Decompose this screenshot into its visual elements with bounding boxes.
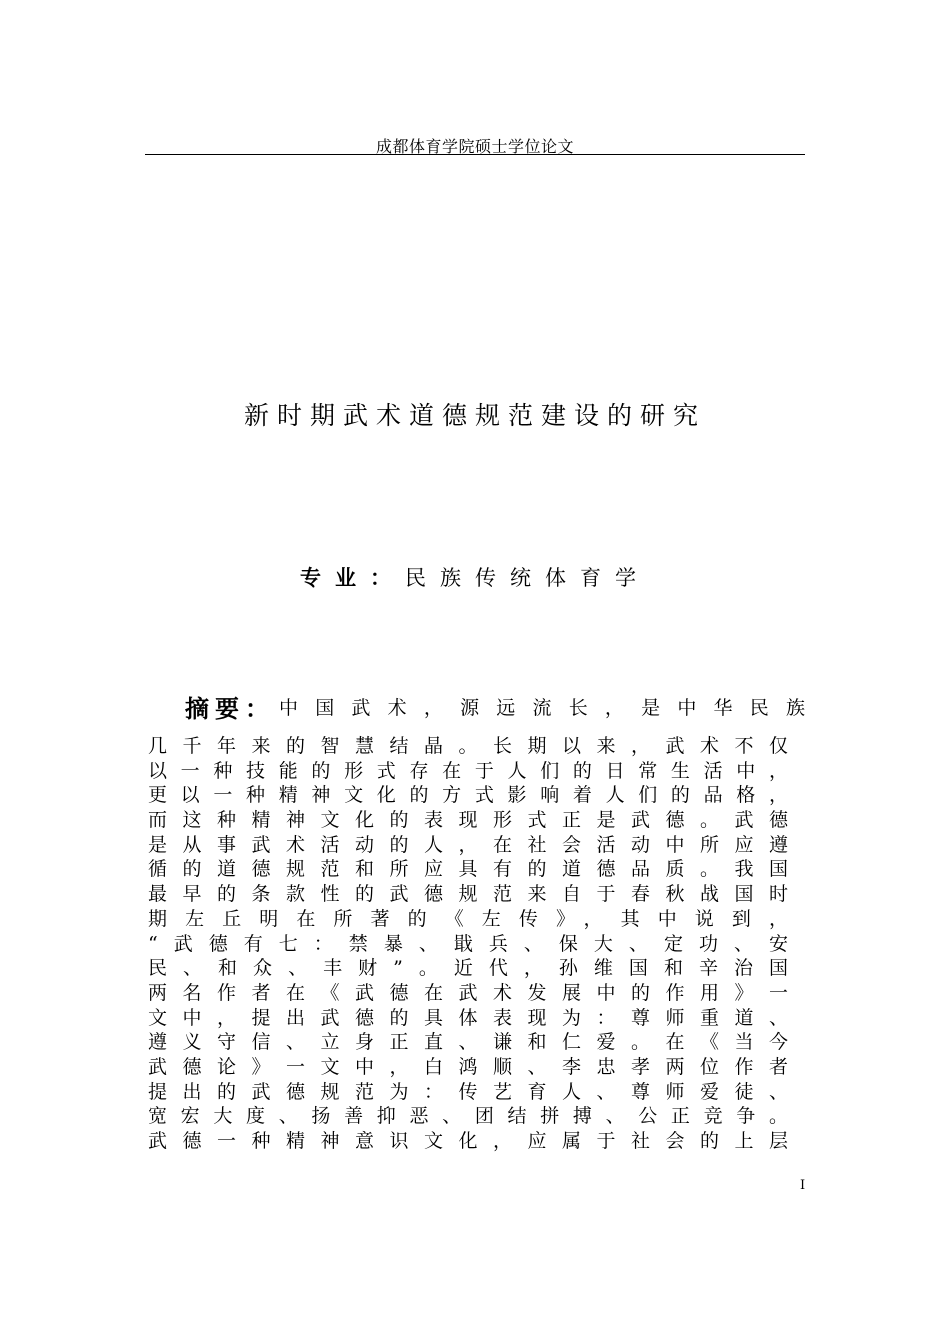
abstract-line: 循的道德规范和所应具有的道德品质。我国 <box>148 858 788 881</box>
abstract-line: 民、和众、丰财”。近代，孙维国和辛治国 <box>148 957 788 980</box>
abstract-line: 两名作者在《武德在武术发展中的作用》一 <box>148 981 788 1004</box>
major-value: 民族传统体育学 <box>405 566 650 590</box>
page-number: I <box>800 1178 806 1193</box>
abstract-line: 遵义守信、立身正直、谦和仁爱。在《当今 <box>148 1031 788 1054</box>
header-rule <box>145 154 805 155</box>
abstract-line: 宽宏大度、扬善抑恶、团结拼搏、公正竞争。 <box>148 1105 788 1128</box>
abstract-line: 几千年来的智慧结晶。长期以来，武术不仅 <box>148 735 788 757</box>
abstract-line: 而这种精神文化的表现形式正是武德。武德 <box>148 809 788 832</box>
abstract-line: 武德论》一文中，白鸿顺、李忠孝两位作者 <box>148 1055 788 1078</box>
abstract-line: 文中，提出武德的具体表现为：尊师重道、 <box>148 1006 788 1029</box>
running-header: 成都体育学院硕士学位论文 <box>375 137 574 156</box>
abstract-line: “武德有七：禁暴、戢兵、保大、定功、安 <box>148 932 788 955</box>
abstract-line: 是从事武术活动的人，在社会活动中所应遵 <box>148 833 788 856</box>
thesis-title: 新时期武术道德规范建设的研究 <box>243 401 706 430</box>
abstract-first-text: 中国武术，源远流长，是中华民族 <box>279 696 805 719</box>
abstract-line: 以一种技能的形式存在于人们的日常生活中， <box>148 759 788 782</box>
abstract-line: 武德一种精神意识文化，应属于社会的上层 <box>148 1130 788 1152</box>
abstract-body <box>148 734 788 1154</box>
abstract-label: 摘要： <box>185 694 275 723</box>
abstract-line: 提出的武德规范为：传艺育人、尊师爱徒、 <box>148 1080 788 1103</box>
abstract-line: 最早的条款性的武德规范来自于春秋战国时 <box>148 883 788 906</box>
major-label: 专业： <box>300 565 405 590</box>
abstract-first-line <box>185 688 805 724</box>
abstract-line: 更以一种精神文化的方式影响着人们的品格， <box>148 784 788 807</box>
major-line <box>0 562 950 592</box>
abstract-line: 期左丘明在所著的《左传》，其中说到， <box>148 907 788 930</box>
